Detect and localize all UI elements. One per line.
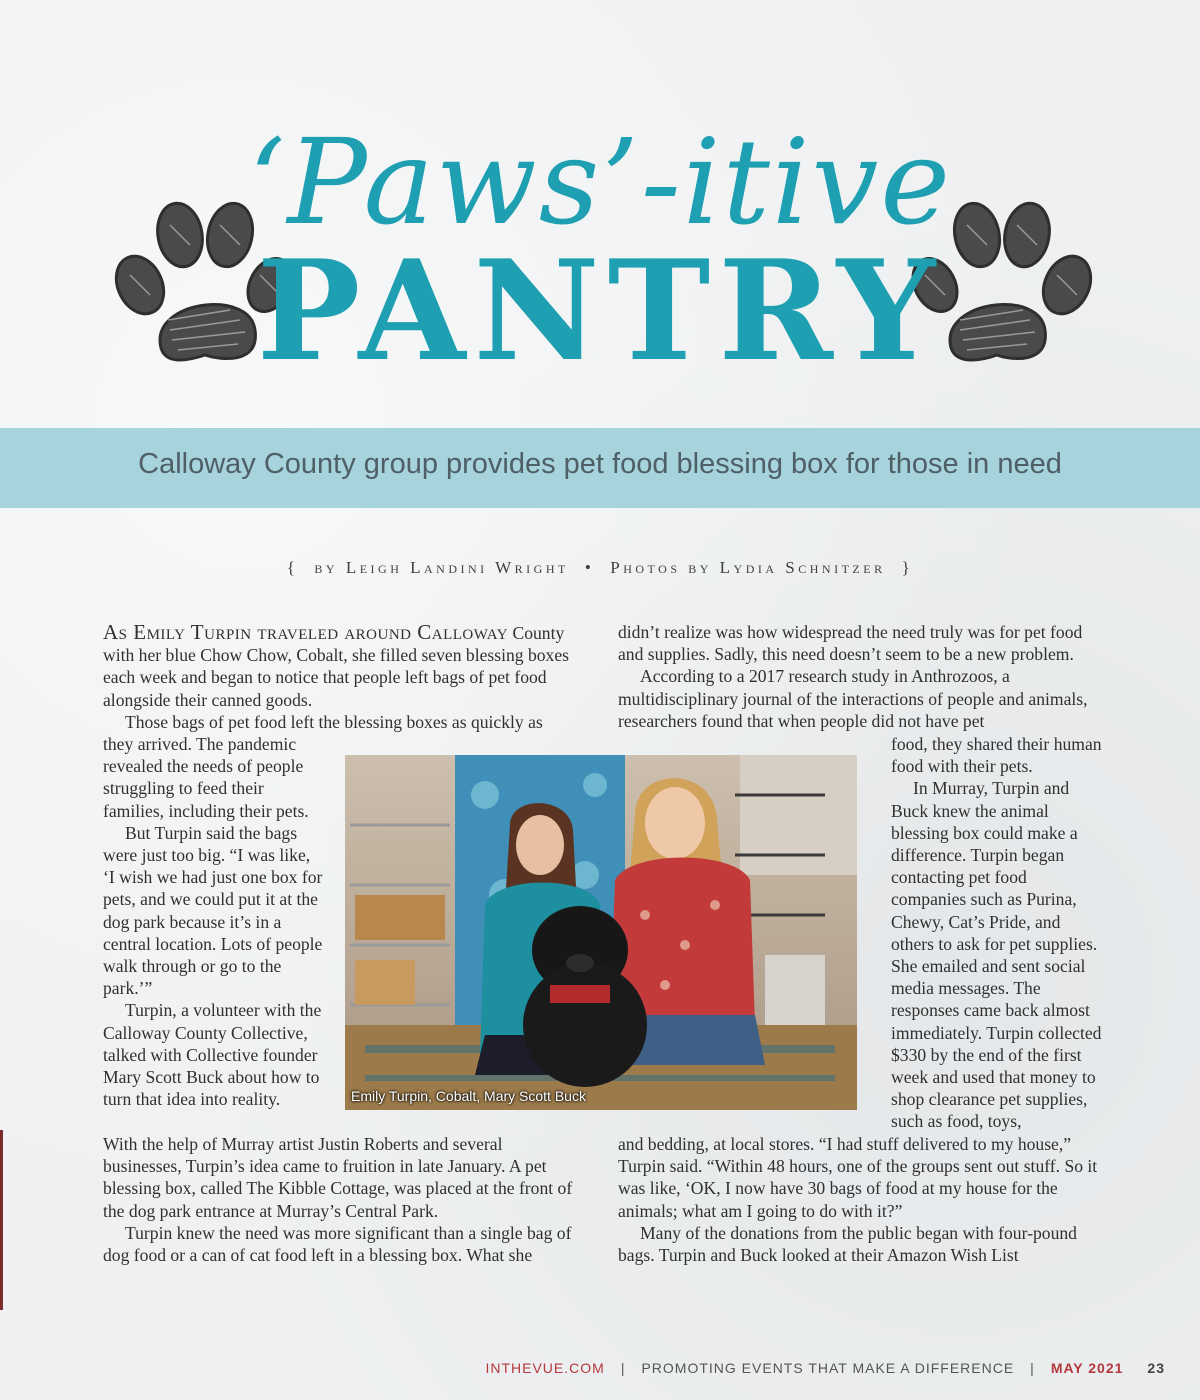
article-column-right-wrap: food, they shared their human food with their pets. In Murray, Turpin and Buck knew the animal blessing box could make a difference. Turpin began contacting pet food companies such as Purina, Chewy, Cat’s Pride, and others to ask for pet supplies. She emailed and sent social media messages. The responses came back almost immediately. Turpin collected $330 by the end of the first week and used that money to shop clearance pet supplies, such as food, toys,: [891, 734, 1102, 1132]
article-paragraph: didn’t realize was how widespread the need truly was for pet food and supplies. Sadly, this need doesn’t seem to be a new problem.: [618, 622, 1083, 665]
article-column-left-bottom: [103, 1133, 585, 1266]
page-edge-rule: [0, 1130, 3, 1310]
article-paragraph: Turpin, a volunteer with the Calloway County Collective, talked with Collective founder Mary Scott Buck about how to turn that idea into reality.: [103, 1000, 322, 1110]
footer-separator: |: [620, 1360, 626, 1376]
byline-author: by Leigh Landini Wright: [314, 558, 569, 577]
headline-line-1: ‘Paws’-itive: [247, 113, 953, 251]
page-number: 23: [1147, 1360, 1165, 1376]
article-paragraph: Many of the donations from the public began with four-pound bags. Turpin and Buck looked at their Amazon Wish List: [618, 1222, 1077, 1266]
article-paragraph: But Turpin said the bags were just too big. “I was like, ‘I wish we had just one box for pets, and we could put it at the dog park because it’s in a central location. Lots of people walk through or go to the park.’”: [103, 822, 323, 999]
byline-separator: •: [584, 558, 595, 577]
article-column-left-wrap: they arrived. The pandemic revealed the needs of people struggling to feed their families, including their pets. But Turpin said the bags were just too big. “I was like, ‘I wish we had just one box for pets, and we could put it at the dog park because it’s in a central location. Lots of people walk through or go to the park.’” Turpin, a volunteer with the Calloway County Collective, talked with Collective founder Mary Scott Buck about how to turn that idea into reality.: [103, 734, 323, 1110]
article-photo: [345, 755, 857, 1110]
byline: [0, 558, 1200, 578]
headline-line-2: PANTRY: [256, 229, 944, 392]
article-paragraph-2-head: Those bags of pet food left the blessing boxes as quickly as: [125, 712, 543, 732]
byline-open-brace: {: [286, 558, 299, 577]
footer-date: MAY 2021: [1050, 1360, 1124, 1376]
lead-paragraph: As Emily Turpin traveled around Calloway County with her blue Chow Chow, Cobalt, she filled seven blessing boxes each week and began to notice that people left bags of pet food alongside their canned goods.: [103, 620, 570, 710]
article-column-left-top: [103, 621, 585, 711]
article-column-right-top: didn’t realize was how widespread the need truly was for pet food and supplies. Sadly, this need doesn’t seem to be a new problem. According to a 2017 research study in Anthrozoos, a multidisciplinary journal of the interactions of people and animals, researchers found that when people did not have pet: [618, 621, 1102, 732]
lead-in: As Emily Turpin traveled around Calloway: [103, 620, 509, 644]
article-column-right-bottom: and bedding, at local stores. “I had stuff delivered to my house,” Turpin said. “Within 48 hours, one of the groups sent out stuff. So it was like, ‘OK, I now have 30 bags of food at my house for the animals; what am I going to do with it?” Many of the donations from the public began with four-pound bags. Turpin and Buck looked at their Amazon Wish List: [618, 1133, 1102, 1266]
headline: [0, 113, 1200, 392]
footer-tagline: PROMOTING EVENTS THAT MAKE A DIFFERENCE: [641, 1360, 1015, 1376]
footer-separator: |: [1030, 1360, 1035, 1376]
byline-photos: Photos by Lydia Schnitzer: [610, 558, 886, 577]
subtitle: Calloway County group provides pet food blessing box for those in need: [138, 448, 1062, 480]
footer-site: INTHEVUE.COM: [485, 1360, 605, 1376]
photo-illustration: [345, 755, 857, 1110]
article-paragraph: Turpin knew the need was more significant than a single bag of dog food or a can of cat food left in a blessing box. What she: [103, 1222, 572, 1266]
byline-close-brace: }: [901, 558, 914, 577]
page-footer: [0, 1360, 1165, 1376]
photo-caption: Emily Turpin, Cobalt, Mary Scott Buck: [351, 1088, 586, 1104]
article-paragraph: With the help of Murray artist Justin Roberts and several businesses, Turpin’s idea came to fruition in late January. A pet blessing box, called The Kibble Cottage, was placed at the front of the dog park entrance at Murray’s Central Park.: [103, 1134, 573, 1221]
